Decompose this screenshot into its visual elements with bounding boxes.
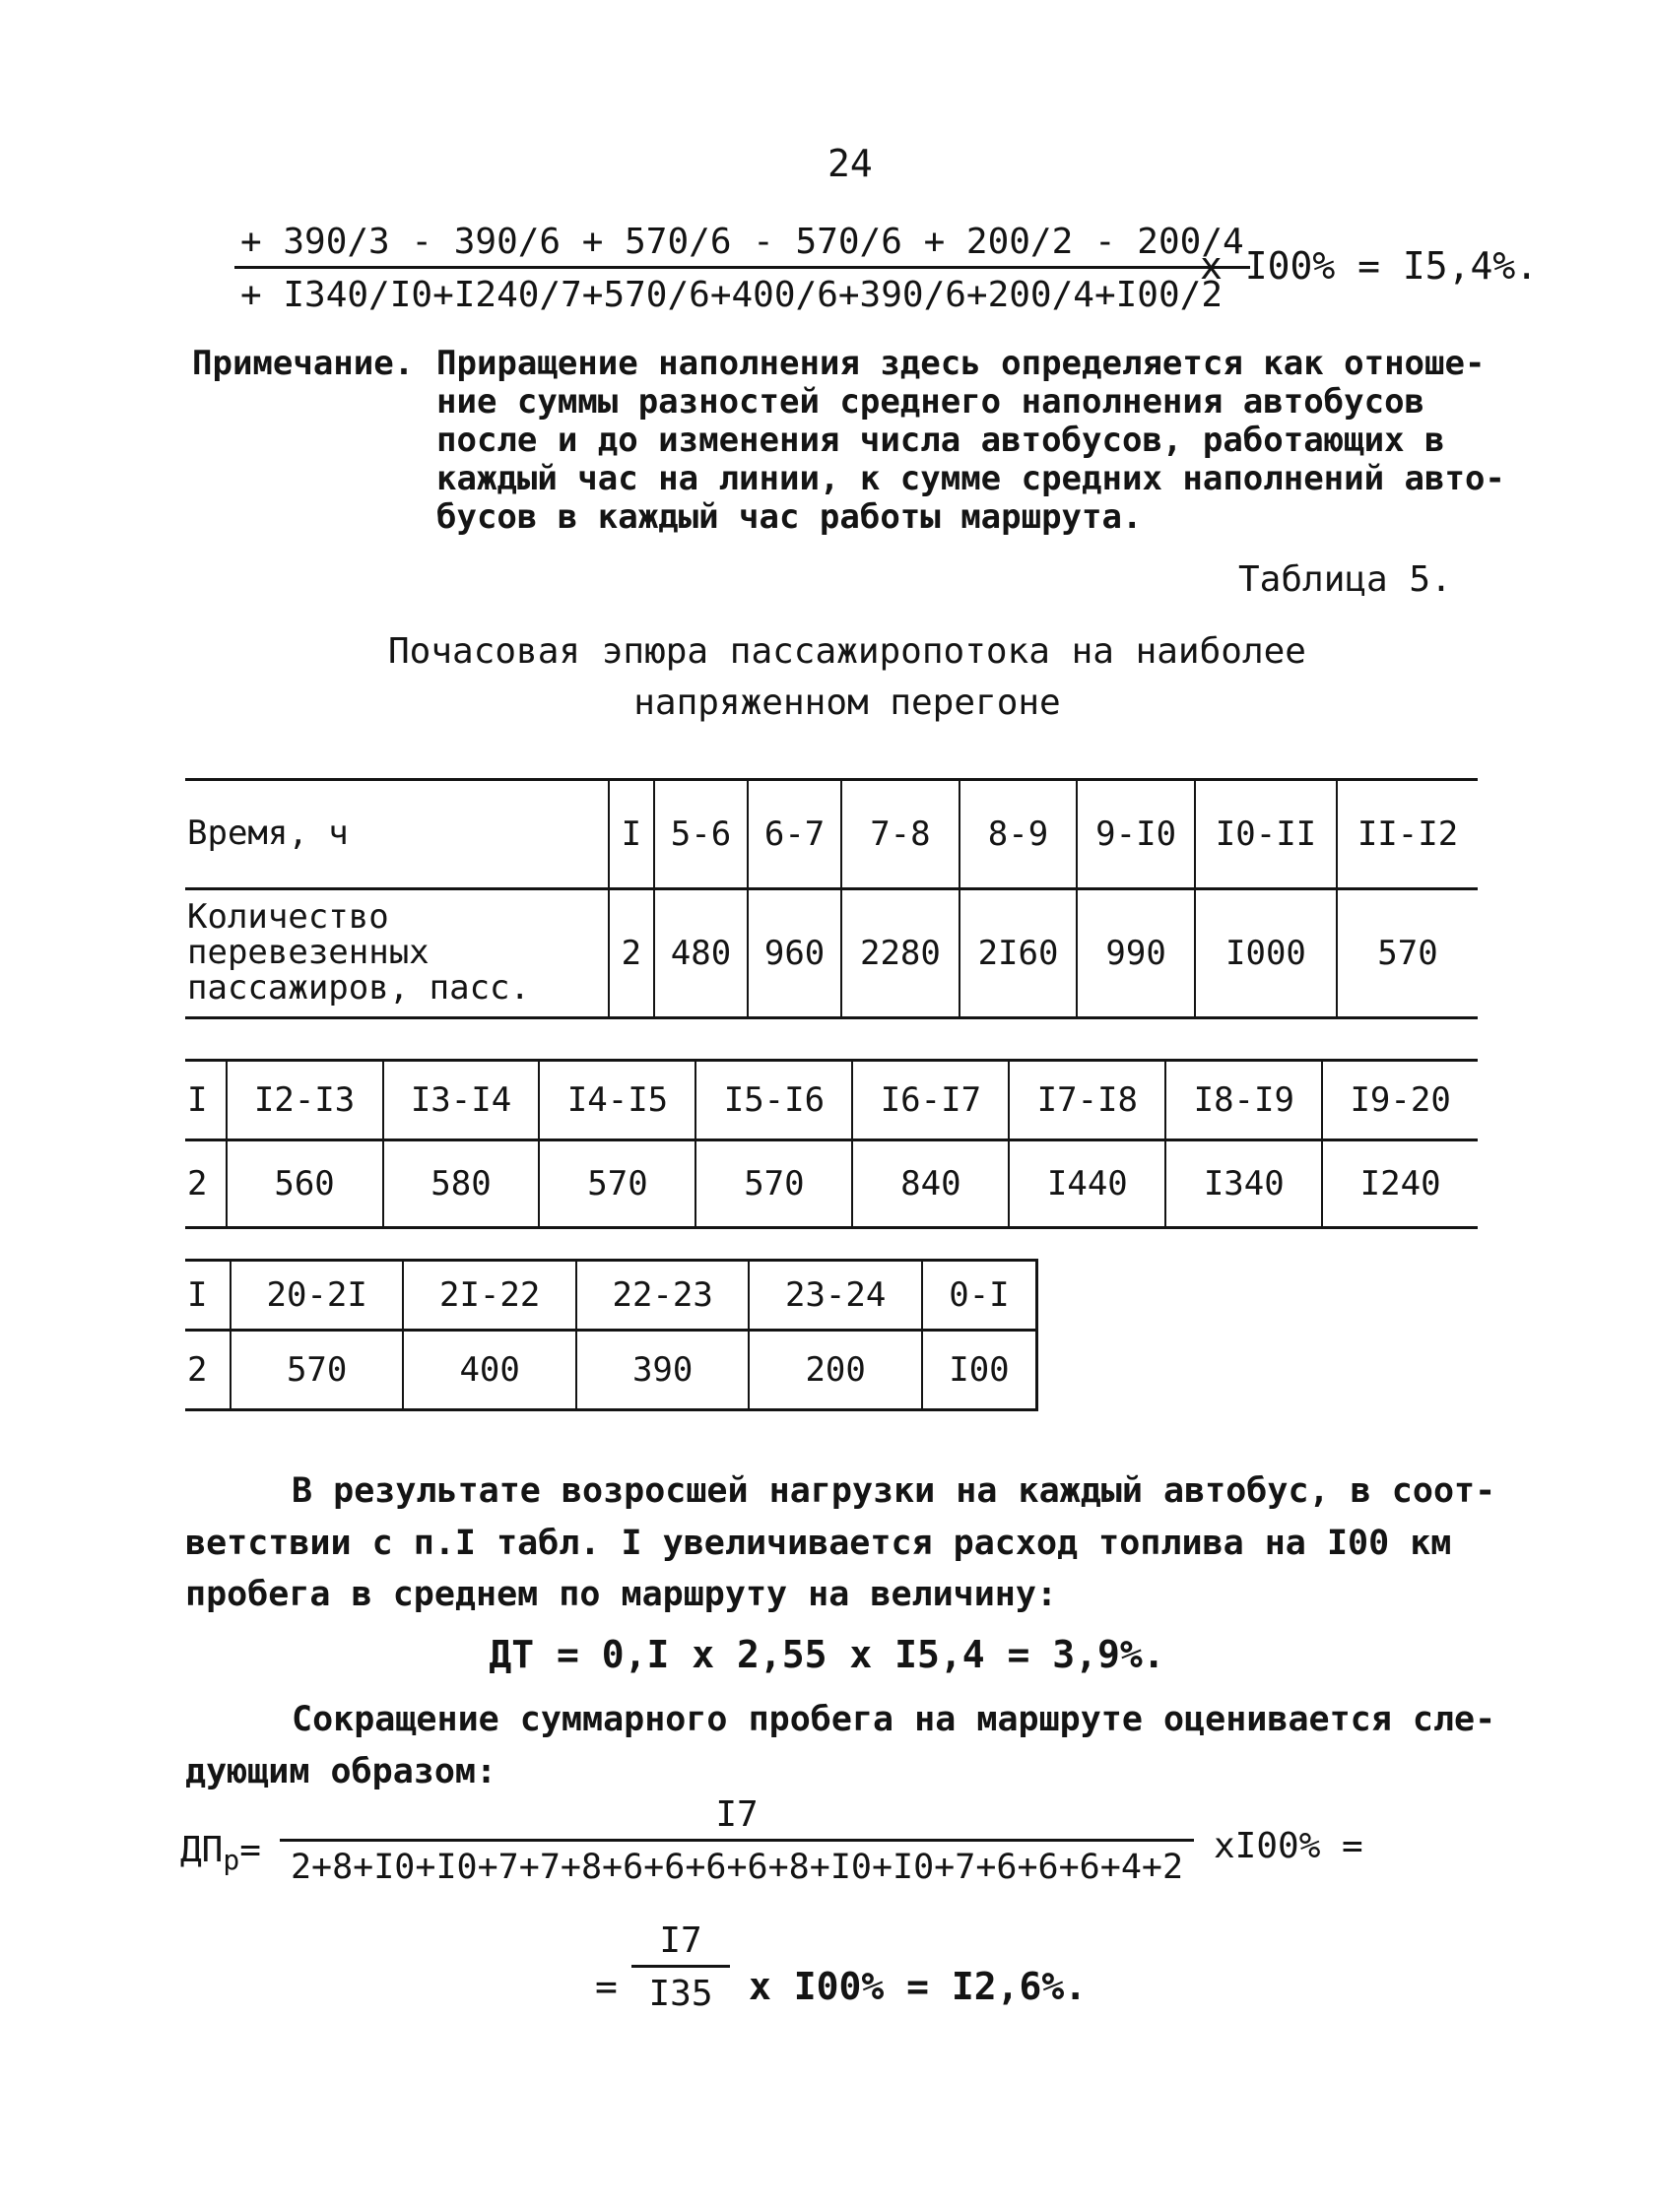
header-cell: I7-I8: [1009, 1061, 1165, 1140]
value-cell: 570: [231, 1331, 404, 1410]
header-cell: I: [185, 1261, 231, 1331]
value-cell: 2: [185, 1331, 231, 1410]
fraction-bar: [631, 1965, 730, 1968]
header-cell: 23-24: [749, 1261, 922, 1331]
paragraph-line: В результате возросшей нагрузки на каждый автобус, в соот-: [292, 1471, 1496, 1511]
mileage-formula-numerator: I7: [715, 1794, 759, 1835]
header-cell: 9-I0: [1077, 780, 1195, 889]
value-cell: 570: [1337, 889, 1478, 1018]
header-cell: I3-I4: [383, 1061, 540, 1140]
value-cell: I440: [1009, 1140, 1165, 1228]
value-cell: 840: [852, 1140, 1009, 1228]
table-header-row: [185, 1261, 1037, 1331]
mileage-result-denominator: I35: [648, 1974, 713, 2014]
row-label-line: пассажиров, пасс.: [187, 967, 530, 1008]
table-title-line: Почасовая эпюра пассажиропотока на наиболее: [388, 631, 1306, 672]
fuel-formula: ДТ = 0,I x 2,55 x I5,4 = 3,9%.: [489, 1633, 1165, 1676]
note-line: бусов в каждый час работы маршрута.: [436, 497, 1143, 538]
passenger-flow-table-part1: [185, 778, 1478, 1019]
paragraph-line: пробега в среднем по маршруту на величину:: [185, 1575, 1058, 1614]
header-cell: I2-I3: [227, 1061, 383, 1140]
header-cell: 20-2I: [231, 1261, 404, 1331]
value-cell: I00: [922, 1331, 1037, 1410]
note-line: после и до изменения числа автобусов, работающих в: [436, 421, 1445, 461]
header-cell: 6-7: [748, 780, 841, 889]
value-cell: I340: [1165, 1140, 1322, 1228]
note-label: Примечание.: [192, 344, 415, 383]
mileage-formula-tail: xI00% =: [1214, 1826, 1363, 1866]
note-line: каждый час на линии, к сумме средних наполнений авто-: [436, 459, 1505, 499]
mileage-formula-label: [180, 1830, 261, 1876]
header-cell: I: [185, 1061, 227, 1140]
value-cell: 200: [749, 1331, 922, 1410]
note-body: [436, 345, 1530, 537]
value-cell: 390: [576, 1331, 750, 1410]
header-cell: 2I-22: [403, 1261, 576, 1331]
header-cell: I8-I9: [1165, 1061, 1322, 1140]
paragraph-line: ветствии с п.I табл. I увеличивается расход топлива на I00 км: [185, 1523, 1452, 1563]
value-cell: 2280: [841, 889, 959, 1018]
row-label-passengers: [185, 889, 609, 1018]
header-cell: II-I2: [1337, 780, 1478, 889]
table-value-row: [185, 1140, 1478, 1228]
passenger-flow-table-part2: [185, 1059, 1478, 1229]
mileage-label-equals: =: [239, 1830, 261, 1870]
mileage-result-numerator: I7: [659, 1920, 702, 1961]
mileage-result-tail: x I00% = I2,6%.: [749, 1965, 1088, 2008]
increase-formula-denominator: + I340/I0+I240/7+570/6+400/6+390/6+200/4+I00/2: [240, 275, 1223, 315]
header-cell: I9-20: [1322, 1061, 1478, 1140]
increase-formula-fraction: [234, 222, 1250, 315]
value-cell: 580: [383, 1140, 540, 1228]
paragraph-line: дующим образом:: [185, 1751, 497, 1791]
value-cell: 570: [539, 1140, 695, 1228]
table-value-row: [185, 889, 1478, 1018]
mileage-result-equals: =: [595, 1965, 618, 2008]
note-line: Приращение наполнения здесь определяется как отноше-: [436, 344, 1486, 383]
table-title: [0, 626, 1654, 729]
value-cell: 400: [403, 1331, 576, 1410]
fraction-bar: [234, 266, 1250, 269]
value-cell: 560: [227, 1140, 383, 1228]
value-cell: 990: [1077, 889, 1195, 1018]
page-number: 24: [827, 142, 873, 185]
row-label-line: перевезенных: [187, 933, 430, 973]
mileage-label-subscript: р: [223, 1844, 240, 1877]
value-cell: 2: [185, 1140, 227, 1228]
table-value-row: [185, 1331, 1037, 1410]
increase-formula-numerator: + 390/3 - 390/6 + 570/6 - 570/6 + 200/2 - 200/4: [240, 222, 1244, 262]
table-header-row: [185, 780, 1478, 889]
header-cell: I4-I5: [539, 1061, 695, 1140]
row-label-line: Количество: [187, 897, 389, 938]
passenger-flow-table-part3: [185, 1259, 1038, 1411]
paragraph-mileage: [185, 1694, 1496, 1797]
table-title-line: напряженном перегоне: [633, 683, 1061, 724]
header-cell: 0-I: [922, 1261, 1037, 1331]
value-cell: 480: [654, 889, 748, 1018]
mileage-label-text: ДП: [180, 1830, 224, 1870]
value-cell: I240: [1322, 1140, 1478, 1228]
value-cell: I000: [1195, 889, 1337, 1018]
header-cell: 5-6: [654, 780, 748, 889]
table-header-row: [185, 1061, 1478, 1140]
header-cell-time: Время, ч: [185, 780, 609, 889]
header-cell: I5-I6: [695, 1061, 852, 1140]
header-cell: I0-II: [1195, 780, 1337, 889]
mileage-formula-fraction: [280, 1794, 1194, 1887]
header-cell: 8-9: [959, 780, 1078, 889]
value-cell: 960: [748, 889, 841, 1018]
header-cell: 22-23: [576, 1261, 750, 1331]
header-cell: I6-I7: [852, 1061, 1009, 1140]
fraction-bar: [280, 1839, 1194, 1842]
header-cell: I: [609, 780, 654, 889]
header-cell: 7-8: [841, 780, 959, 889]
mileage-result-fraction: [631, 1920, 730, 2014]
paragraph-line: Сокращение суммарного пробега на маршруте оценивается сле-: [292, 1700, 1496, 1739]
value-cell: 570: [695, 1140, 852, 1228]
table-label: Таблица 5.: [1238, 559, 1452, 600]
note-line: ние суммы разностей среднего наполнения автобусов: [436, 382, 1425, 423]
value-cell: 2: [609, 889, 654, 1018]
value-cell: 2I60: [959, 889, 1078, 1018]
paragraph-fuel: [185, 1465, 1496, 1621]
increase-formula-result: x I00% = I5,4%.: [1200, 244, 1539, 288]
mileage-formula-denominator: 2+8+I0+I0+7+7+8+6+6+6+6+8+I0+I0+7+6+6+6+4+2: [290, 1848, 1184, 1887]
